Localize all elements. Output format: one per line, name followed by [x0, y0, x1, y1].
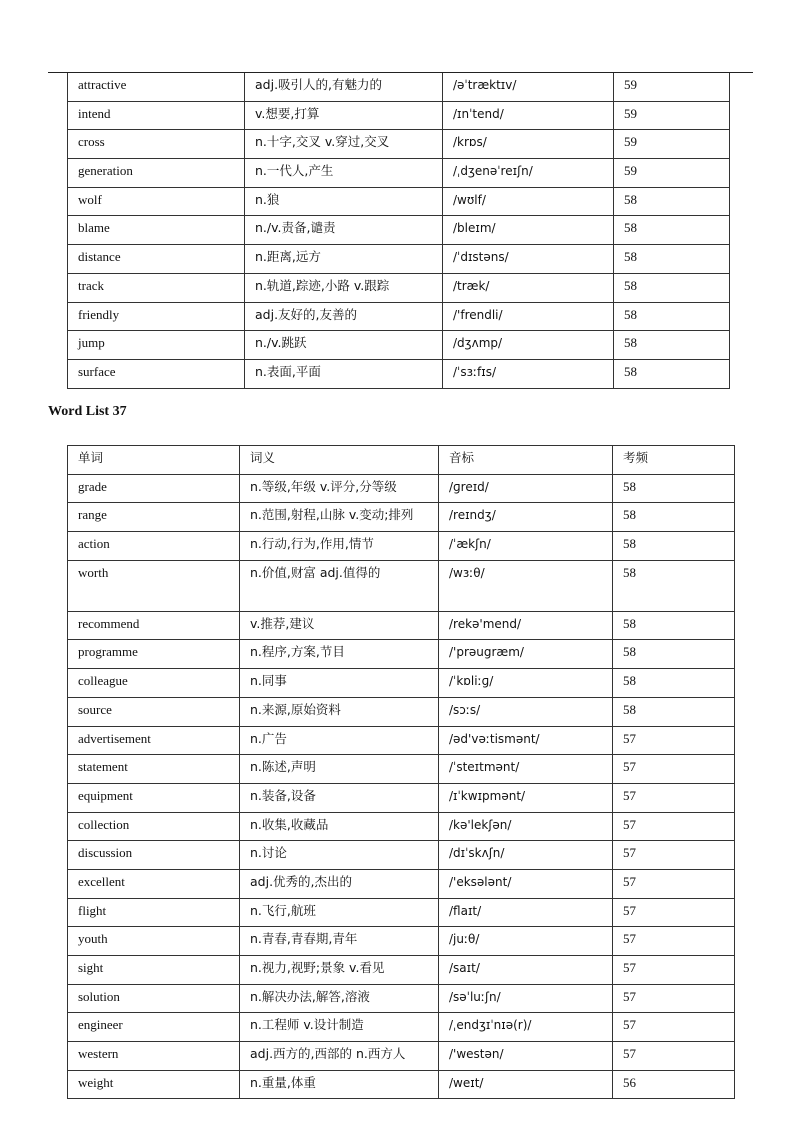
cell-meaning: n.狼: [245, 187, 443, 216]
header-word: 单词: [68, 446, 240, 475]
cell-frequency: 59: [614, 73, 730, 101]
cell-word: source: [68, 697, 240, 726]
table-row: [68, 245, 730, 274]
table-row: [68, 812, 735, 841]
cell-word: action: [68, 532, 240, 561]
cell-meaning: n.来源,原始资料: [240, 697, 439, 726]
table-row: [68, 898, 735, 927]
table-header-row: [68, 446, 735, 475]
cell-word: wolf: [68, 187, 245, 216]
cell-phonetic: /ɡreɪd/: [439, 474, 613, 503]
table-row: [68, 101, 730, 130]
cell-word: colleague: [68, 669, 240, 698]
cell-word: sight: [68, 956, 240, 985]
table-row: [68, 956, 735, 985]
cell-frequency: 58: [614, 187, 730, 216]
cell-meaning: v.想要,打算: [245, 101, 443, 130]
cell-meaning: n.工程师 v.设计制造: [240, 1013, 439, 1042]
cell-frequency: 57: [613, 984, 735, 1013]
table-row: [68, 640, 735, 669]
cell-frequency: 58: [613, 697, 735, 726]
cell-frequency: 59: [614, 101, 730, 130]
cell-phonetic: /ˌendʒɪˈnɪə(r)/: [439, 1013, 613, 1042]
table-row: [68, 755, 735, 784]
cell-word: friendly: [68, 302, 245, 331]
cell-meaning: n.同事: [240, 669, 439, 698]
cell-frequency: 57: [613, 1013, 735, 1042]
cell-word: attractive: [68, 73, 245, 101]
table-row: [68, 984, 735, 1013]
cell-word: distance: [68, 245, 245, 274]
cell-word: weight: [68, 1070, 240, 1099]
table-row: [68, 187, 730, 216]
cell-frequency: 57: [613, 927, 735, 956]
table-row: [68, 1013, 735, 1042]
cell-frequency: 57: [613, 898, 735, 927]
cell-frequency: 59: [614, 159, 730, 188]
table-row: [68, 216, 730, 245]
cell-meaning: v.推荐,建议: [240, 611, 439, 640]
cell-phonetic: /əd'vəːtismənt/: [439, 726, 613, 755]
cell-frequency: 57: [613, 869, 735, 898]
cell-word: worth: [68, 560, 240, 611]
cell-phonetic: /'frendli/: [443, 302, 614, 331]
cell-frequency: 57: [613, 726, 735, 755]
cell-phonetic: /ˈsɜːfɪs/: [443, 359, 614, 388]
section-title: Word List 37: [48, 404, 127, 419]
cell-phonetic: /ˈdɪstəns/: [443, 245, 614, 274]
cell-phonetic: /'eksələnt/: [439, 869, 613, 898]
cell-phonetic: /ˈsteɪtmənt/: [439, 755, 613, 784]
table-row: [68, 159, 730, 188]
table-row: [68, 869, 735, 898]
cell-word: cross: [68, 130, 245, 159]
cell-phonetic: /træk/: [443, 273, 614, 302]
table-row: [68, 560, 735, 611]
cell-meaning: n.轨道,踪迹,小路 v.跟踪: [245, 273, 443, 302]
cell-phonetic: /dʒʌmp/: [443, 331, 614, 360]
cell-meaning: adj.吸引人的,有魅力的: [245, 73, 443, 101]
table-row: [68, 1070, 735, 1099]
cell-word: jump: [68, 331, 245, 360]
cell-word: generation: [68, 159, 245, 188]
table-row: [68, 331, 730, 360]
cell-word: intend: [68, 101, 245, 130]
cell-meaning: adj.友好的,友善的: [245, 302, 443, 331]
word-table-list-37: [67, 445, 735, 1099]
cell-meaning: n.青春,青春期,青年: [240, 927, 439, 956]
cell-meaning: n.讨论: [240, 841, 439, 870]
cell-meaning: n.视力,视野;景象 v.看见: [240, 956, 439, 985]
cell-phonetic: /kə'lekʃən/: [439, 812, 613, 841]
header-phonetic: 音标: [439, 446, 613, 475]
cell-word: solution: [68, 984, 240, 1013]
cell-phonetic: /wʊlf/: [443, 187, 614, 216]
cell-phonetic: /krɒs/: [443, 130, 614, 159]
cell-meaning: n.陈述,声明: [240, 755, 439, 784]
cell-phonetic: /əˈtræktɪv/: [443, 73, 614, 101]
cell-phonetic: /juːθ/: [439, 927, 613, 956]
cell-frequency: 58: [613, 560, 735, 611]
table-row: [68, 503, 735, 532]
cell-meaning: n.一代人,产生: [245, 159, 443, 188]
cell-meaning: n./v.责备,谴责: [245, 216, 443, 245]
cell-phonetic: /ˌdʒenəˈreɪʃn/: [443, 159, 614, 188]
cell-meaning: n./v.跳跃: [245, 331, 443, 360]
table-row: [68, 783, 735, 812]
cell-meaning: adj.优秀的,杰出的: [240, 869, 439, 898]
cell-phonetic: /reɪndʒ/: [439, 503, 613, 532]
cell-frequency: 58: [613, 640, 735, 669]
cell-frequency: 56: [613, 1070, 735, 1099]
table-row: [68, 273, 730, 302]
table-row: [68, 927, 735, 956]
cell-word: western: [68, 1042, 240, 1071]
cell-meaning: n.重量,体重: [240, 1070, 439, 1099]
table-row: [68, 359, 730, 388]
cell-frequency: 57: [613, 956, 735, 985]
cell-meaning: n.飞行,航班: [240, 898, 439, 927]
cell-word: collection: [68, 812, 240, 841]
table-row: [68, 611, 735, 640]
cell-meaning: n.广告: [240, 726, 439, 755]
cell-meaning: n.装备,设备: [240, 783, 439, 812]
cell-meaning: n.十字,交叉 v.穿过,交叉: [245, 130, 443, 159]
cell-frequency: 58: [613, 611, 735, 640]
cell-phonetic: /sɔːs/: [439, 697, 613, 726]
cell-frequency: 58: [613, 503, 735, 532]
cell-phonetic: /ˈækʃn/: [439, 532, 613, 561]
cell-frequency: 58: [614, 331, 730, 360]
table-row: [68, 1042, 735, 1071]
cell-word: blame: [68, 216, 245, 245]
cell-word: range: [68, 503, 240, 532]
table-row: [68, 130, 730, 159]
cell-frequency: 58: [614, 302, 730, 331]
cell-phonetic: /weɪt/: [439, 1070, 613, 1099]
cell-phonetic: /bleɪm/: [443, 216, 614, 245]
table-row: [68, 474, 735, 503]
cell-phonetic: /saɪt/: [439, 956, 613, 985]
cell-frequency: 57: [613, 841, 735, 870]
cell-frequency: 57: [613, 812, 735, 841]
word-table-continued: [67, 73, 730, 389]
cell-frequency: 58: [614, 245, 730, 274]
cell-meaning: n.等级,年级 v.评分,分等级: [240, 474, 439, 503]
cell-phonetic: /ɪnˈtend/: [443, 101, 614, 130]
cell-word: equipment: [68, 783, 240, 812]
cell-phonetic: /ˈkɒliːɡ/: [439, 669, 613, 698]
cell-meaning: n.解决办法,解答,溶液: [240, 984, 439, 1013]
cell-word: statement: [68, 755, 240, 784]
cell-phonetic: /rekə'mend/: [439, 611, 613, 640]
cell-word: track: [68, 273, 245, 302]
cell-phonetic: /dɪˈskʌʃn/: [439, 841, 613, 870]
cell-word: discussion: [68, 841, 240, 870]
cell-meaning: n.价值,财富 adj.值得的: [240, 560, 439, 611]
cell-meaning: n.程序,方案,节目: [240, 640, 439, 669]
table-row: [68, 726, 735, 755]
table-row: [68, 841, 735, 870]
cell-meaning: n.行动,行为,作用,情节: [240, 532, 439, 561]
cell-word: recommend: [68, 611, 240, 640]
cell-frequency: 57: [613, 1042, 735, 1071]
cell-word: youth: [68, 927, 240, 956]
table-row: [68, 73, 730, 101]
cell-meaning: n.距离,远方: [245, 245, 443, 274]
cell-frequency: 58: [614, 216, 730, 245]
cell-word: engineer: [68, 1013, 240, 1042]
cell-frequency: 58: [613, 474, 735, 503]
cell-meaning: adj.西方的,西部的 n.西方人: [240, 1042, 439, 1071]
cell-word: flight: [68, 898, 240, 927]
cell-phonetic: /flaɪt/: [439, 898, 613, 927]
header-frequency: 考频: [613, 446, 735, 475]
cell-phonetic: /'prəugræm/: [439, 640, 613, 669]
cell-frequency: 59: [614, 130, 730, 159]
cell-word: advertisement: [68, 726, 240, 755]
cell-frequency: 58: [613, 669, 735, 698]
header-meaning: 词义: [240, 446, 439, 475]
cell-word: excellent: [68, 869, 240, 898]
table-row: [68, 302, 730, 331]
table-row: [68, 697, 735, 726]
cell-frequency: 58: [614, 273, 730, 302]
cell-phonetic: /wɜːθ/: [439, 560, 613, 611]
cell-word: grade: [68, 474, 240, 503]
cell-meaning: n.表面,平面: [245, 359, 443, 388]
cell-phonetic: /ɪˈkwɪpmənt/: [439, 783, 613, 812]
table-row: [68, 532, 735, 561]
cell-meaning: n.范围,射程,山脉 v.变动;排列: [240, 503, 439, 532]
cell-meaning: n.收集,收藏品: [240, 812, 439, 841]
cell-word: surface: [68, 359, 245, 388]
cell-frequency: 57: [613, 755, 735, 784]
table-row: [68, 669, 735, 698]
cell-phonetic: /'westən/: [439, 1042, 613, 1071]
cell-frequency: 57: [613, 783, 735, 812]
cell-frequency: 58: [613, 532, 735, 561]
cell-phonetic: /səˈluːʃn/: [439, 984, 613, 1013]
cell-word: programme: [68, 640, 240, 669]
cell-frequency: 58: [614, 359, 730, 388]
